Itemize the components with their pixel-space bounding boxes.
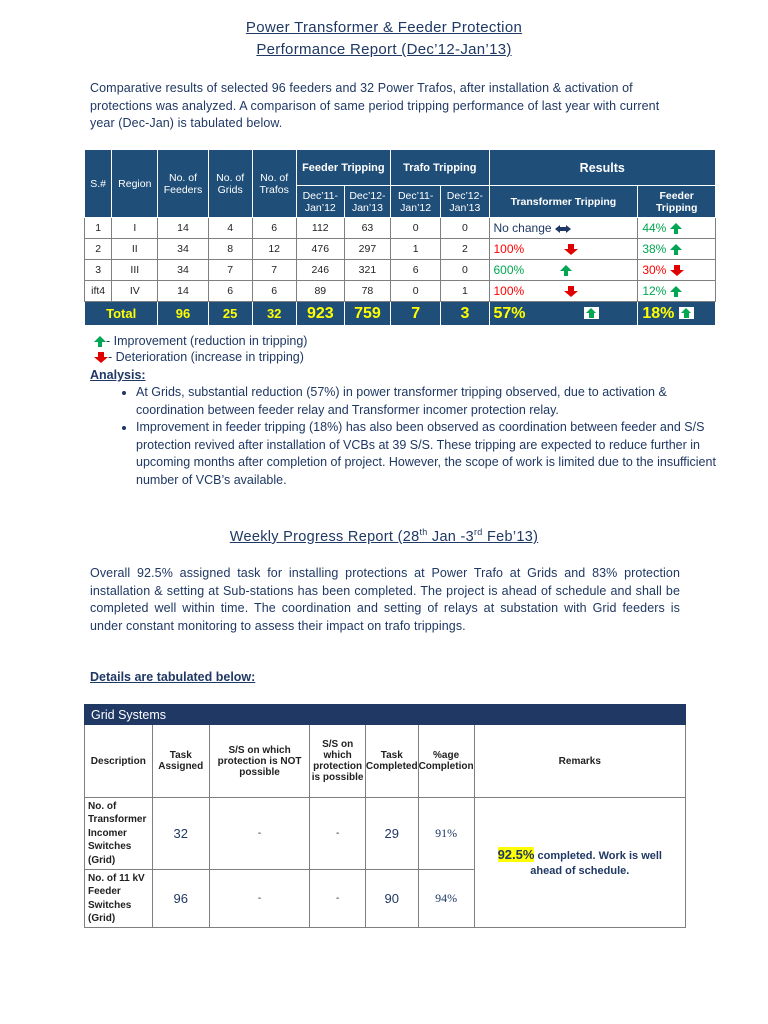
table-row (85, 798, 686, 870)
col-header-trafo-tripping: Trafo Tripping (391, 150, 490, 186)
report-title-line2: Performance Report (Dec’12-Jan’13) (256, 41, 512, 58)
cell-trafos: 7 (252, 260, 296, 281)
table-row (85, 281, 716, 302)
weekly-title-sup1: th (419, 527, 428, 537)
total-grids: 25 (208, 302, 252, 326)
intro-line-3: year (Dec-Jan) is tabulated below. (90, 116, 283, 130)
cell-ft12: 321 (344, 260, 390, 281)
col-header-not-possible: S/S on which protection is NOT possible (209, 725, 309, 798)
improvement-arrow-icon (670, 244, 682, 255)
cell-region: III (112, 260, 158, 281)
total-label: Total (85, 302, 158, 326)
improvement-arrow-icon (679, 307, 694, 319)
cell-tt11: 0 (391, 281, 441, 302)
cell-not-possible: - (209, 798, 309, 870)
cell-feeder-result (638, 218, 716, 239)
cell-possible: - (310, 798, 366, 870)
cell-trafo-result (489, 218, 638, 239)
cell-ft12: 297 (344, 239, 390, 260)
cell-grids: 8 (208, 239, 252, 260)
cell-trafo-result (489, 260, 638, 281)
cell-ft11: 246 (296, 260, 344, 281)
total-tt11: 7 (391, 302, 441, 326)
col-header-feeders: No. of Feeders (158, 150, 208, 218)
col-header-tt-dec11: Dec’11-Jan’12 (391, 186, 441, 218)
improvement-arrow-icon (670, 223, 682, 234)
col-header-task-completed: Task Completed (365, 725, 418, 798)
cell-sno: 2 (85, 239, 112, 260)
legend-improvement-text: - Improvement (reduction in tripping) (106, 334, 308, 348)
cell-ft12: 78 (344, 281, 390, 302)
col-header-remarks: Remarks (474, 725, 685, 798)
cell-trafo-result (489, 239, 638, 260)
weekly-title-sup2: rd (474, 527, 483, 537)
table-row (85, 260, 716, 281)
feeder-result-text: 12% (642, 284, 667, 298)
col-header-ft-dec11: Dec’11-Jan’12 (296, 186, 344, 218)
total-feeder-result (638, 302, 716, 326)
report-title-line1: Power Transformer & Feeder Protection (245, 19, 523, 36)
cell-feeders: 34 (158, 260, 208, 281)
total-trafos: 32 (252, 302, 296, 326)
trafo-result-text: 100% (493, 284, 525, 298)
col-header-possible: S/S on which protection is possible (310, 725, 366, 798)
feeder-result-text: 44% (642, 221, 667, 235)
remarks-highlight: 92.5% (497, 846, 535, 862)
legend-deterioration-text: - Deterioration (increase in tripping) (108, 350, 304, 364)
cell-grids: 7 (208, 260, 252, 281)
cell-feeder-result (638, 281, 716, 302)
cell-feeders: 14 (158, 218, 208, 239)
weekly-title-part2: Jan -3 (427, 528, 474, 545)
cell-tt11: 6 (391, 260, 441, 281)
improvement-arrow-icon (560, 265, 572, 276)
cell-ft11: 89 (296, 281, 344, 302)
weekly-title-part3: Feb’13) (482, 528, 539, 545)
deterioration-arrow-icon (670, 265, 684, 276)
cell-tt12: 2 (441, 239, 489, 260)
no-change-arrow-icon (555, 225, 571, 233)
col-header-task-assigned: Task Assigned (152, 725, 209, 798)
total-feeder-result-text: 18% (642, 304, 675, 322)
cell-trafo-result (489, 281, 638, 302)
cell-trafos: 6 (252, 281, 296, 302)
cell-possible: - (310, 870, 366, 928)
cell-feeder-result (638, 260, 716, 281)
col-header-ft-dec12: Dec’12-Jan’13 (344, 186, 390, 218)
col-header-tt-dec12: Dec’12-Jan’13 (441, 186, 489, 218)
deterioration-arrow-icon (564, 244, 578, 255)
cell-trafos: 12 (252, 239, 296, 260)
col-header-description: Description (85, 725, 153, 798)
col-header-results: Results (489, 150, 716, 186)
cell-assigned: 96 (152, 870, 209, 928)
weekly-title-part1: Weekly Progress Report (28 (229, 528, 420, 545)
legend-improvement (94, 334, 307, 348)
col-header-trafos: No. of Trafos (252, 150, 296, 218)
analysis-bullet-1: • At Grids, substantial reduction (57%) in power transformer tripping observed, due to activation & coordination between feeder relay and Transformer incomer protection relay. (136, 384, 726, 419)
grid-systems-section-header: Grid Systems (85, 705, 686, 725)
col-header-feeder-tripping: Feeder Tripping (296, 150, 390, 186)
total-trafo-result-text: 57% (493, 304, 526, 322)
deterioration-arrow-icon (94, 352, 108, 363)
cell-assigned: 32 (152, 798, 209, 870)
cell-completed: 29 (365, 798, 418, 870)
improvement-arrow-icon (670, 286, 682, 297)
cell-sno: 3 (85, 260, 112, 281)
cell-pct: 94% (418, 870, 474, 928)
col-header-sno: S.# (85, 150, 112, 218)
cell-tt11: 0 (391, 218, 441, 239)
cell-description: No. of 11 kV Feeder Switches (Grid) (85, 870, 153, 928)
cell-description: No. of Transformer Incomer Switches (Grid) (85, 798, 153, 870)
total-tt12: 3 (441, 302, 489, 326)
cell-ft11: 112 (296, 218, 344, 239)
feeder-result-text: 38% (642, 242, 667, 256)
cell-trafos: 6 (252, 218, 296, 239)
total-trafo-result (489, 302, 638, 326)
trafo-result-text: 600% (493, 263, 525, 277)
deterioration-arrow-icon (564, 286, 578, 297)
col-header-transformer-tripping: Transformer Tripping (489, 186, 638, 218)
cell-tt11: 1 (391, 239, 441, 260)
cell-completed: 90 (365, 870, 418, 928)
total-ft12: 759 (344, 302, 390, 326)
cell-remarks (474, 798, 685, 928)
cell-sno: ift4 (85, 281, 112, 302)
trafo-result-text: 100% (493, 242, 525, 256)
cell-tt12: 0 (441, 260, 489, 281)
cell-feeder-result (638, 239, 716, 260)
weekly-report-title (0, 527, 768, 545)
improvement-arrow-icon (584, 307, 599, 319)
weekly-paragraph: Overall 92.5% assigned task for installing protections at Power Trafo at Grids and 83% protection installation & setting at Sub-stations has been completed. The project is ahead of schedule and shall be completed well within time. The coordination and setting of relays at substation with Grid feeders is under constant monitoring to assess their impact on trafo trippings. (90, 566, 680, 633)
intro-paragraph (90, 80, 680, 133)
grid-systems-table (84, 704, 686, 928)
feeder-result-text: 30% (642, 263, 667, 277)
cell-grids: 6 (208, 281, 252, 302)
table-row (85, 218, 716, 239)
cell-sno: 1 (85, 218, 112, 239)
tripping-comparison-table (84, 149, 716, 326)
improvement-arrow-icon (94, 336, 106, 347)
intro-line-1: Comparative results of selected 96 feeders and 32 Power Trafos, after installation & activation of (90, 81, 633, 95)
details-heading: Details are tabulated below: (90, 670, 256, 684)
analysis-heading: Analysis: (90, 368, 146, 382)
trafo-result-text: No change (493, 221, 552, 235)
table-row (85, 239, 716, 260)
cell-grids: 4 (208, 218, 252, 239)
cell-pct: 91% (418, 798, 474, 870)
cell-region: I (112, 218, 158, 239)
cell-ft12: 63 (344, 218, 390, 239)
cell-feeders: 14 (158, 281, 208, 302)
col-header-grids: No. of Grids (208, 150, 252, 218)
cell-region: II (112, 239, 158, 260)
cell-region: IV (112, 281, 158, 302)
total-ft11: 923 (296, 302, 344, 326)
analysis-bullet-2: • Improvement in feeder tripping (18%) has also been observed as coordination between feeder and S/S protection revived after installation of VCBs at 39 S/S. These tripping are expected to reduce further in upcoming months after completion of project. However, the scope of work is limited due to the insufficient number of VCB’s available. (136, 419, 726, 489)
intro-line-2: protections was analyzed. A comparison of same period tripping performance of last year with current (90, 98, 660, 113)
cell-feeders: 34 (158, 239, 208, 260)
col-header-region: Region (112, 150, 158, 218)
cell-tt12: 0 (441, 218, 489, 239)
cell-not-possible: - (209, 870, 309, 928)
total-row (85, 302, 716, 326)
legend-deterioration (94, 350, 304, 364)
col-header-pct-completion: %age Completion (418, 725, 474, 798)
cell-ft11: 476 (296, 239, 344, 260)
col-header-feeder-tripping-result: Feeder Tripping (638, 186, 716, 218)
cell-tt12: 1 (441, 281, 489, 302)
analysis-list (96, 384, 726, 489)
total-feeders: 96 (158, 302, 208, 326)
remarks-text: completed. Work is well ahead of schedule. (530, 849, 662, 877)
